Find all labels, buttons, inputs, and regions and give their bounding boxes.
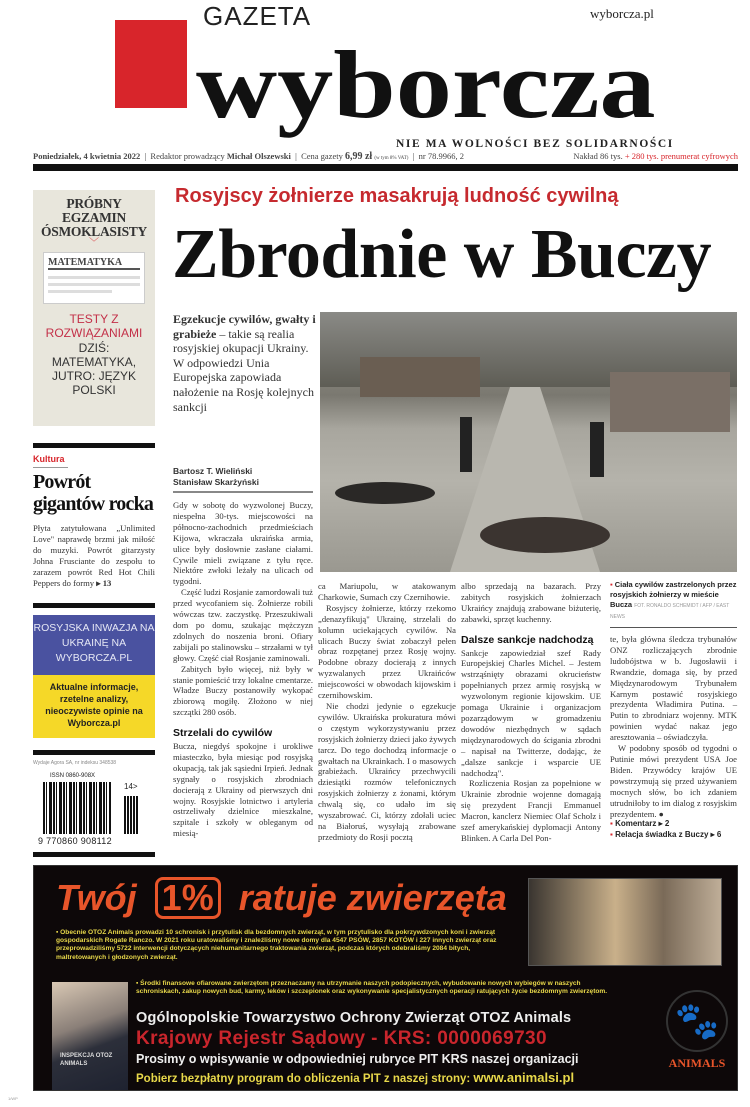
ad-text-1: ▪ Obecnie OTOZ Animals prowadzi 10 schronisk i przytulisk dla bezdomnych zwierząt, w tym przytulisko dla pokrzywdzonych koni i zwierząt gospodarskich Rogate Ranczo. W 2021 roku uratowaliśmy i znaleźliśmy nowe domy dla 4547 PSÓW, 2857 KOTÓW i 227 innych zwierząt oraz przeprowadziliśmy 5722 interwencji dotyczących niehumanitarnego traktowania zwierząt, podczas których odebraliśmy 2084 bitych, maltretowanych i głodzonych zwierząt. — [56, 929, 497, 961]
link-relacja[interactable]: ▪ Relacja świadka z Buczy ▸ 6 — [610, 830, 722, 839]
link-komentarz[interactable]: ▪ Komentarz ▸ 2 — [610, 819, 670, 828]
chevron-down-icon: ﹀ — [89, 238, 99, 249]
ad-org: Ogólnopolskie Towarzystwo Ochrony Zwierząt OTOZ Animals — [136, 1010, 572, 1026]
ad-download: Pobierz bezpłatny program do obliczenia PIT z naszej strony: www.animalsi.pl — [136, 1070, 575, 1085]
rule — [33, 443, 155, 448]
masthead-site[interactable]: wyborcza.pl — [590, 6, 654, 21]
rule — [33, 852, 155, 857]
ad-text-2: ▪ Środki finansowe ofiarowane zwierzętom przeznaczamy na utrzymanie naszych podopiecznych, wybudowanie nowych wybiegów w naszych schroniskach, zakup nowych bud, karmy, leków i szczepionek oraz wykonywanie specjalistycznych operacji ratujących życie bezdomnym zwierzętom. — [136, 980, 608, 996]
masthead-title: wyborcza — [196, 31, 656, 138]
exam-promo[interactable] — [33, 190, 155, 426]
article-col-2: ca Mariupolu, w atakowanym Charkowie, Sumach czy Czernihowie. Rosyjscy żołnierze, którzy rzekomo „denazyfikują" Ukrainę, strzelali do kolumn uciekających cywilów. Na ulicach Buczy świat zobaczył pełen obraz rozpętanej przez Rosję wojny. Podobne obrazy docierają z innych wyzwalanych przez Ukraińców miejscowości w obwodach kijowskim i czernihowskim. Nie chodzi jedynie o egzekucje cywilów. Ukraińska prokuratura mówi o częstym wykorzystywaniu przez rosyjskich żołnierzy dzieci jako żywych tarcz. Do tego dochodzą informacje o gwałtach na Ukrainkach. I o masowych grabieżach. Ukraińcy przechwycili dziesiątki rozmów telefonicznych rosyjskich żołnierzy z żonami, którym chwalą się, co udało im się wyszabrować. Ci, którzy zdołali uciec na Białoruś, wysyłają zrabowane przedmioty do Rosji pocztą — [318, 581, 456, 842]
volunteer-photo: INSPEKCJA OTOZ ANIMALS — [52, 982, 128, 1090]
divider — [610, 627, 737, 628]
barcode: ISSN 0860-908X 14> 9 770860 908112 — [38, 773, 138, 846]
page-footer: 1/WP — [8, 1096, 18, 1101]
masthead-rule — [33, 164, 738, 171]
ad-headline: Twój 1% ratuje zwierzęta — [56, 877, 507, 918]
ukraine-promo-top[interactable]: ROSYJSKA INWAZJA NA UKRAINĘ NA WYBORCZA.PL — [33, 615, 155, 675]
publisher-note: Wydaje Agora SA, nr indeksu 348538 — [33, 760, 117, 766]
article-col-3: albo sprzedają na bazarach. Przy zabitych rosyjskich żołnierzach Ukraińcy znajdują zrabowane biżuterię, zabawki, sprzęt kuchenny. Dalsze sankcje nadchodzą Sankcje zapowiedział szef Rady Europejskiej Charles Michel. – Jestem wstrząśnięty obrazami okrucieństw popełnianych przez armię rosyjską w wyzwolonym regionie kijowskim. UE pomaga Ukrainie i organizacjom pozarządowym w gromadzeniu dowodów niezbędnych w sądach międzynarodowych do ścigania zbrodni – napisał na Twitterze, dodając, że „dalsze sankcje i wsparcie UE nadchodzą". Rozliczenia Rosjan za popełnione w Ukrainie zbrodnie wojenne domagają się prezydent Francji Emmanuel Macron, kanclerz Niemiec Olaf Scholz i szef amerykańskiej dyplomacji Antony Blinken. A Carla Del Pon- — [461, 581, 601, 843]
culture-teaser: Płyta zatytułowana „Unlimited Love" naprawdę brzmi jak miłość do muzyki. Powrót gitarzysty Johna Frusciante do zespołu to zarazem powrót Red Hot Chili Peppers do formy ▸ 13 — [33, 523, 155, 588]
exam-today: DZIŚ: MATEMATYKA, JUTRO: JĘZYK POLSKI — [51, 341, 137, 397]
photo-caption: ▪ Ciała cywilów zastrzelonych przez rosyjskich żołnierzy w mieście Bucza FOT. RONALDO SCHEMIDT / AFP / EAST NEWS — [610, 580, 737, 620]
ad-ask: Prosimy o wpisywanie w odpowiedniej rubryce PIT KRS naszej organizacji — [136, 1052, 579, 1066]
main-photo — [320, 312, 737, 572]
paw-icon: 🐾 — [666, 990, 728, 1052]
authors: Bartosz T. Wieliński Stanisław Skarżyński — [173, 466, 259, 487]
rule — [33, 603, 155, 608]
kicker: Rosyjscy żołnierze masakrują ludność cywilną — [175, 185, 619, 207]
logo-red-square — [115, 20, 187, 108]
dogs-photo — [528, 878, 722, 966]
ad-krs: Krajowy Rejestr Sądowy - KRS: 0000069730 — [136, 1028, 547, 1049]
exam-thumbnail: MATEMATYKA — [43, 252, 145, 304]
ukraine-promo-bottom[interactable]: Aktualne informacje, rzetelne analizy, nieoczywiste opinie na Wyborcza.pl — [33, 675, 155, 738]
masthead-slogan: NIE MA WOLNOŚCI BEZ SOLIDARNOŚCI — [396, 138, 674, 150]
lead: Egzekucje cywilów, gwałty i grabieże – takie są realia rosyjskiej okupacji Ukrainy. W odpowiedzi Unia Europejska zapowiada nałożenie na Rosję kolejnych sankcji — [173, 312, 316, 414]
exam-tests: TESTY Z ROZWIĄZANIAMI — [45, 312, 143, 340]
culture-headline[interactable]: Powrót gigantów rocka — [33, 471, 154, 515]
article-col-4: te, była główna śledcza trybunałów ONZ rozliczających zbrodnie ludobójstwa w b. Jugosławii i Rwandzie, domaga się, by przed Międzynarodowym Trybunałem Karnym postawić rosyjskiego prezydenta Władimira Putina. – Putin to zbrodniarz wojenny. MTK powinien wydać nakaz jego aresztowania – oświadczyła. W podobny sposób od tygodni o Putinie mówi prezydent USA Joe Biden. Przywódcy krajów UE powstrzymują się przed używaniem mocnych słów, bo ich zdaniem utrudniłoby to im dialog z rosyjskim prezydentem. ● — [610, 634, 737, 819]
otoz-advertisement[interactable] — [33, 865, 738, 1091]
main-headline[interactable]: Zbrodnie w Buczy — [172, 216, 712, 293]
masthead-gazeta: GAZETA — [203, 1, 312, 31]
section-label-culture: Kultura — [33, 454, 65, 464]
divider — [33, 467, 68, 468]
exam-title: PRÓBNY EGZAMIN ÓSMOKLASISTY — [41, 196, 147, 239]
info-line: Poniedziałek, 4 kwietnia 2022 | Redaktor prowadzący Michał Olszewski | Cena gazety 6,99 zł (w tym 8% VAT) | nr 78.9966, 2 Nakład 86 tys. + 280 tys. prenumerat cyfrowych — [33, 151, 738, 162]
rule — [33, 750, 155, 755]
related-links — [610, 818, 721, 840]
lead-strong: Egzekucje cywilów, gwałty i grabieże — [173, 312, 316, 341]
divider — [173, 491, 313, 493]
article-col-1: Gdy w sobotę do wyzwolonej Buczy, niespełna 30-tys. miejscowości na północno-zachodnich przedmieściach Kijowa, wkraczała ukraińska armia, ulice były dosłownie zasłane ciałami. Cywile mieli związane z tyłu ręce. Niektóre zwłoki leżały na ulicach od tygodni. Część ludzi Rosjanie zamordowali tuż przed wycofaniem się. Żołnierze robili wówczas tzw. zaczystkę. Przeszukiwali dom po domu, szukając mężczyzn zdolnych do noszenia broni. Ofiary zabijali po stalinowsku – strzałami w tył głowy. Część ciał Rosjanie zaminowali. Zabitych było więcej, niż były w stanie pomieścić trzy lokalne cmentarze. Władze Buczy postanowiły wykopać zbiorową mogiłę. Złożono w niej szczątki 280 osób. Strzelali do cywilów Bucza, niegdyś spokojne i urokliwe miasteczko, była miesiąc pod rosyjską okupacją, tak jak sąsiedni Irpień. Jednak sygnały o rosyjskich zbrodniach docierają z Ukrainy od pierwszych dni wojny. Rosyjskie lotnictwo i artyleria ostrzeliwały dzielnice mieszkalne, szpitale i szkoły w obleganym od miesią- — [173, 500, 313, 839]
otoz-logo: 🐾 ANIMALS — [662, 990, 732, 1070]
